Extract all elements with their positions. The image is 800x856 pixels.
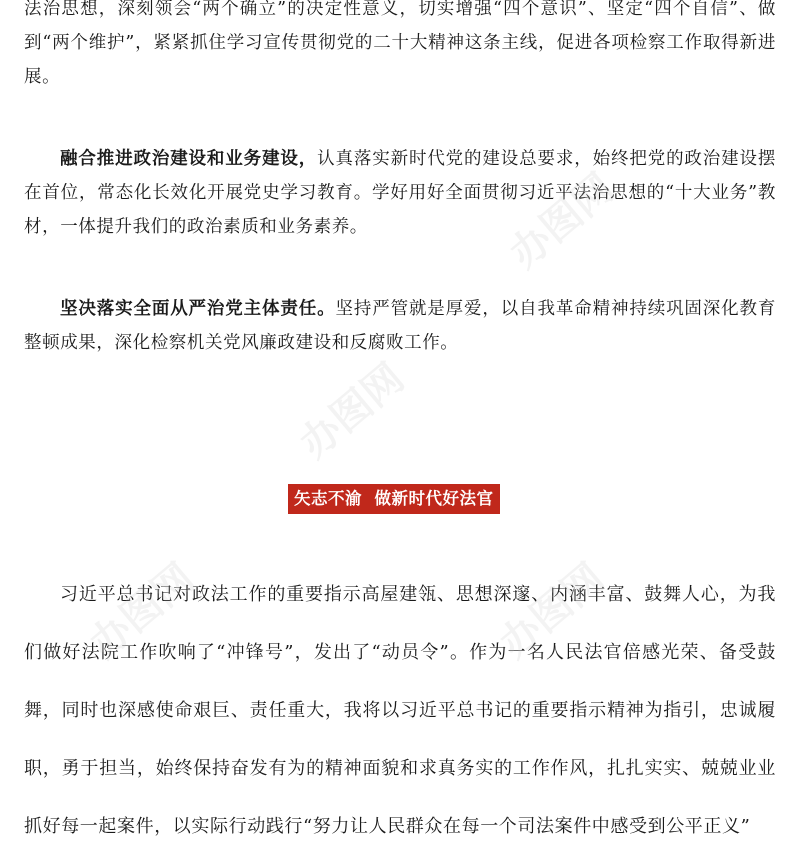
watermark: 办图网 [291,354,413,468]
paragraph-1: 法治思想，深刻领会“两个确立”的决定性意义，切实增强“四个意识”、坚定“四个自信”、做到“两个维护”，紧紧抓住学习宣传贯彻党的二十大精神这条主线，促进各项检察工作取得新进展。 [24,0,776,87]
watermark: 办图网 [81,554,203,668]
paragraph-2-body: 认真落实新时代党的建设总要求，始终把党的政治建设摆在首位，常态化长效化开展党史学习教育。学好用好全面贯彻习近平法治思想的“十大业务”教材，一体提升我们的政治素质和业务素养。 [24,149,776,237]
watermark: 办图网 [491,554,613,668]
paragraph-2-lead: 融合推进政治建设和业务建设， [60,149,318,169]
paragraph-3 [24,292,776,360]
paragraph-3-body: 坚持严管就是厚爱，以自我革命精神持续巩固深化教育整顿成果，深化检察机关党风廉政建设和反腐败工作。 [24,299,776,353]
paragraph-2 [24,142,776,244]
watermark: 办图网 [501,164,623,278]
paragraph-3-lead: 坚决落实全面从严治党主体责任。 [60,299,336,319]
paragraph-4: 习近平总书记对政法工作的重要指示高屋建瓴、思想深邃、内涵丰富、鼓舞人心，为我们做好法院工作吹响了“冲锋号”，发出了“动员令”。作为一名人民法官倍感光荣、备受鼓舞，同时也深感使命艰巨、责任重大，我将以习近平总书记的重要指示精神为指引，忠诚履职，勇于担当，始终保持奋发有为的精神面貌和求真务实的工作作风，扎扎实实、兢兢业业抓好每一起案件，以实际行动践行“努力让人民群众在每一个司法案件中感受到公平正义” [24,584,776,837]
section-heading: 矢志不渝 做新时代好法官 [288,484,500,514]
